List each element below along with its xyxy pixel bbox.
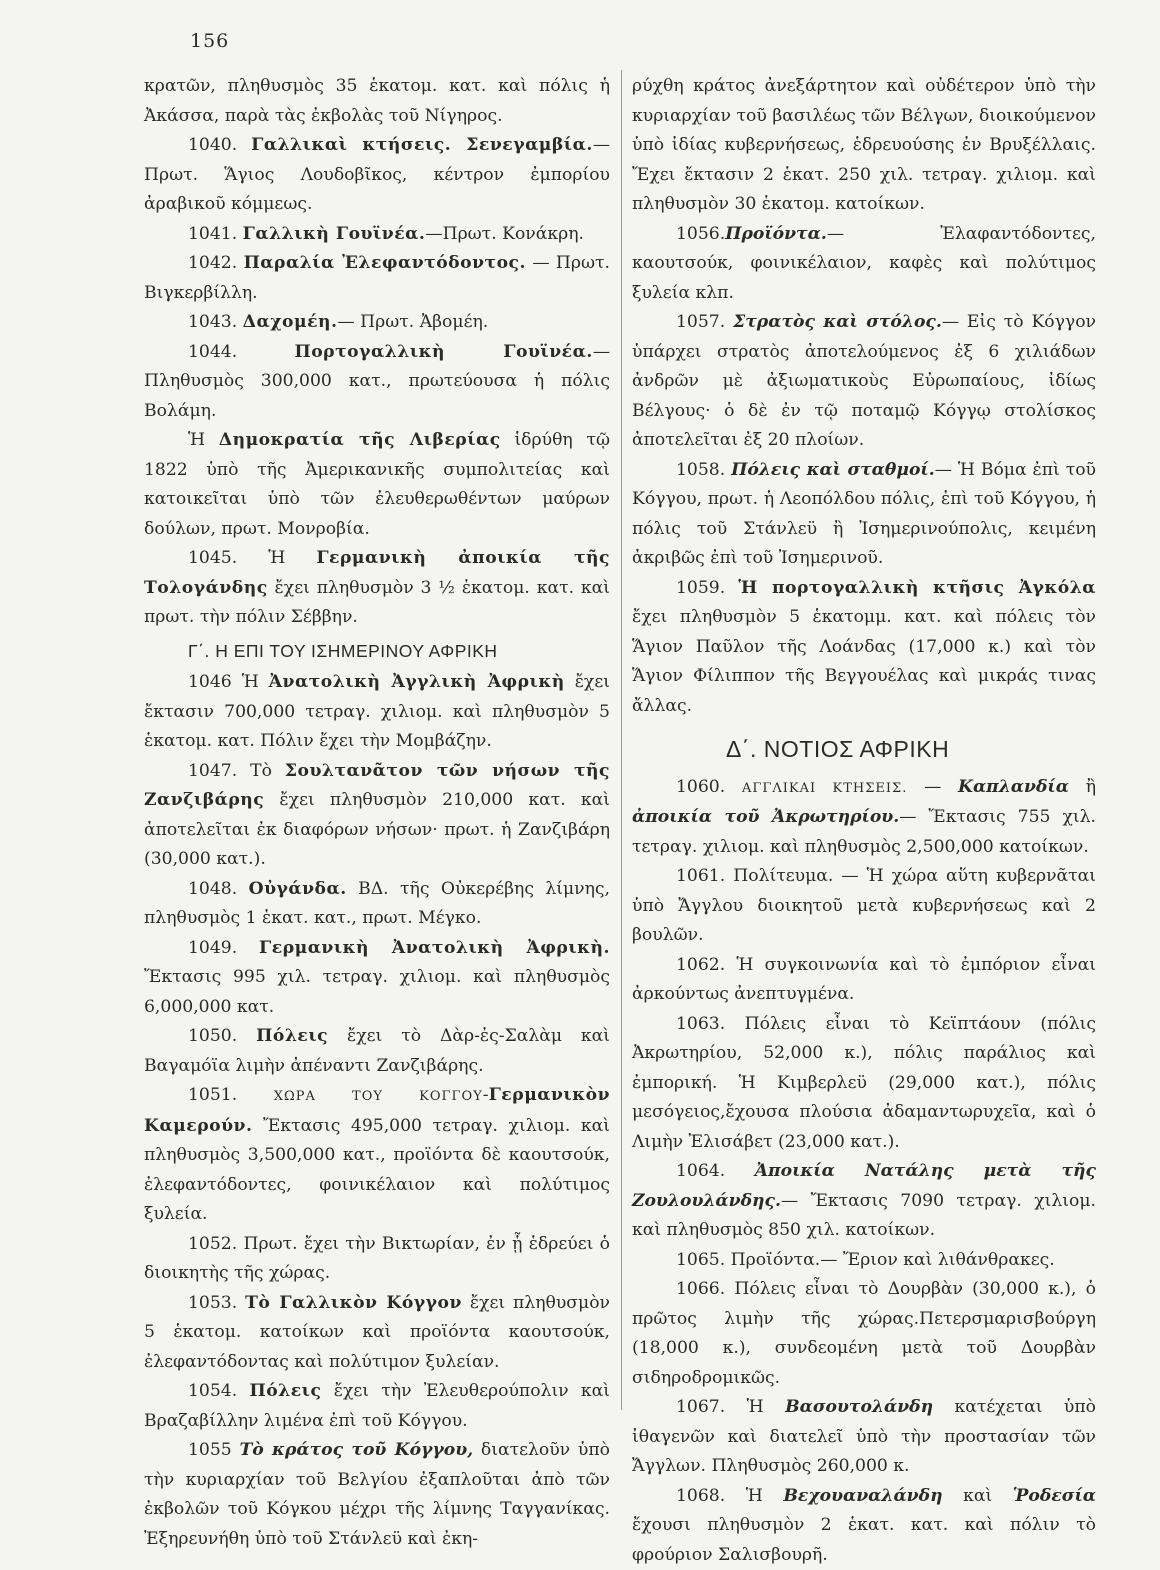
paragraph: [144, 934, 610, 1023]
text-run: Ἔκτασις 495,000 τετραγ. χιλιομ. καὶ πληθυσμὸς 3,500,000 κατ., προϊόντα δὲ καουτσούκ, ἐλεφαντόδοντες, φοινικέλαιον καὶ πολύτιμος ξυλεία.: [144, 1116, 610, 1225]
emphasized-text: Γαλλικαὶ κτήσεις. Σενεγαμβία.: [251, 135, 593, 155]
text-run: — Ἔκτασις 7090 τετραγ. χιλιομ. καὶ πληθυσμὸς 850 χιλ. κατοίκων.: [632, 1191, 1096, 1241]
text-run: καὶ: [943, 1486, 1013, 1506]
text-run: — Ἐλαφαντόδοντες, καουτσούκ, φοινικέλαιον, καφὲς καὶ πολύτιμος ξυλεία κλπ.: [632, 224, 1096, 303]
emphasized-text: Ῥοδεσία: [1013, 1486, 1096, 1506]
text-run: ἱδρύθη τῷ 1822 ὑπὸ τῆς Ἀμερικανικῆς συμπολιτείας καὶ κατοικεῖται ὑπὸ τῶν ἐλευθερωθέντων μαύρων δούλων, πρωτ. Μονροβία.: [144, 430, 610, 539]
text-run: 1060.: [676, 777, 742, 797]
paragraph: [632, 1157, 1096, 1246]
text-run: 1059.: [676, 578, 738, 598]
paragraph: [632, 1393, 1096, 1482]
text-run: — Πρωτ. Βιγκερβίλλη.: [144, 253, 610, 303]
paragraph: [144, 338, 610, 427]
paragraph: [632, 773, 1096, 863]
text-run: 1062. Ἡ συγκοινωνία καὶ τὸ ἐμπόριον εἶναι ἀρκούντως ἀνεπτυγμένα.: [632, 955, 1096, 1005]
emphasized-text: Βεχουαναλάνδη: [783, 1486, 942, 1506]
text-run: 1058.: [676, 460, 731, 480]
emphasized-text: Σουλτανᾶτον τῶν νήσων τῆς Ζανζιβάρης: [144, 761, 610, 811]
paragraph: [144, 1289, 610, 1378]
section-heading: Δ΄. ΝΟΤΙΟΣ ΑΦΡΙΚΗ: [632, 735, 1096, 765]
text-run: 1044.: [188, 342, 294, 362]
column-divider: [621, 70, 622, 1410]
emphasized-text: ἀποικία τοῦ Ἀκρωτηρίου.: [632, 807, 899, 827]
paragraph: [144, 308, 610, 338]
emphasized-text: Τὸ Γαλλικὸν Κόγγον: [245, 1293, 462, 1313]
text-run: 1045. Ἡ: [188, 548, 316, 568]
paragraph: [144, 1436, 610, 1554]
text-run: 1052. Πρωτ. ἔχει τὴν Βικτωρίαν, ἐν ᾗ ἑδρεύει ὁ διοικητὴς τῆς χώρας.: [144, 1234, 610, 1284]
paragraph: [144, 220, 610, 250]
paragraph: [144, 875, 610, 934]
text-run: ἔχουσι πληθυσμὸν 2 ἑκατ. κατ. καὶ πόλιν τὸ φρούριον Σαλισβουρῆ.: [632, 1515, 1096, 1565]
text-run: 1050.: [188, 1026, 256, 1046]
paragraph: [632, 862, 1096, 951]
text-run: ἔχει τὸ Δὰρ-ἐς-Σαλὰμ καὶ Βαγαμόϊα λιμὴν ἀπέναντι Ζανζιβάρης.: [144, 1026, 610, 1076]
emphasized-text: Προϊόντα.: [725, 224, 827, 244]
emphasized-text: Ἀνατολικὴ Ἀγγλικὴ Ἀφρικὴ: [269, 672, 565, 692]
paragraph: [144, 72, 610, 131]
emphasized-text: Πορτογαλλικὴ Γουϊνέα.: [294, 342, 592, 362]
text-run: 1051.: [188, 1085, 274, 1105]
left-column: [144, 72, 610, 1554]
text-run: κατέχεται ὑπὸ ἰθαγενῶν καὶ διατελεῖ ὑπὸ τὴν προστασίαν τῶν Ἄγγλων. Πληθυσμὸς 260,000 κ.: [632, 1397, 1096, 1476]
text-run: 1042.: [188, 253, 244, 273]
paragraph: [632, 1246, 1096, 1276]
text-run: ἔχει τὴν Ἐλευθερούπολιν καὶ Βραζαβίλλην λιμένα ἐπὶ τοῦ Κόγγου.: [144, 1381, 610, 1431]
paragraph: [144, 131, 610, 220]
text-run: 1049.: [188, 938, 259, 958]
text-run: 1061. Πολίτευμα. — Ἡ χώρα αὕτη κυβερνᾶται ὑπὸ Ἄγγλου διοικητοῦ μετὰ κυβερνήσεως καὶ 2 βουλῶν.: [632, 866, 1096, 945]
text-run: διατελοῦν ὑπὸ τὴν κυριαρχίαν τοῦ Βελγίου ἐξαπλοῦται ἀπὸ τῶν ἐκβολῶν τοῦ Κόγκου μέχρι τῆς λίμνης Ταγγανίκας. Ἐξηρευνήθη ὑπὸ τοῦ Στάνλεϋ καὶ ἐκη-: [144, 1440, 610, 1549]
paragraph: [144, 249, 610, 308]
text-run: ΒΔ. τῆς Οὐκερέβης λίμνης, πληθυσμὸς 1 ἑκατ. κατ., πρωτ. Μέγκο.: [144, 879, 610, 929]
text-run: — Ἡ Βόμα ἐπὶ τοῦ Κόγγου, πρωτ. ἡ Λεοπόλδου πόλις, ἐπὶ τοῦ Κόγγου, ἡ πόλις τοῦ Στάνλεϋ ἢ Ἰσημερινούπολις, κειμένη ἀκριβῶς ἐπὶ τοῦ Ἰσημερινοῦ.: [632, 460, 1096, 569]
text-run: -: [483, 1085, 489, 1105]
text-run: 1054.: [188, 1381, 249, 1401]
emphasized-text: Πόλεις καὶ σταθμοί.: [731, 460, 935, 480]
text-run: κρατῶν, πληθυσμὸς 35 ἑκατομ. κατ. καὶ πόλις ἡ Ἀκάσσα, παρὰ τὰς ἐκβολὰς τοῦ Νίγηρος.: [144, 76, 610, 126]
paragraph: [144, 1377, 610, 1436]
text-run: 1067. Ἡ: [676, 1397, 785, 1417]
section-heading: Γ΄. Η ΕΠΙ ΤΟΥ ΙΣΗΜΕΡΙΝΟΥ ΑΦΡΙΚΗ: [144, 637, 610, 667]
text-run: 1063. Πόλεις εἶναι τὸ Κεϊπτάουν (πόλις Ἀκρωτηρίου, 52,000 κ.), πόλις παράλιος καὶ ἐμπορική. Ἡ Κιμβερλεϋ (29,000 κατ.), πόλις μεσόγειος,ἔχουσα πλούσια ἀδαμαντωρυχεῖα, καὶ ὁ Λιμὴν Ἐλισάβετ (23,000 κατ.).: [632, 1014, 1096, 1152]
paragraph: [144, 1022, 610, 1081]
paragraph: [144, 668, 610, 757]
emphasized-text: Οὐγάνδα.: [249, 879, 347, 899]
paragraph: [632, 951, 1096, 1010]
page-number: 156: [190, 30, 229, 52]
emphasized-text: Πόλεις: [249, 1381, 321, 1401]
paragraph: [144, 1230, 610, 1289]
paragraph: [632, 1010, 1096, 1158]
text-run: 1056.: [676, 224, 725, 244]
text-run: 1057.: [676, 312, 733, 332]
text-run: 1047. Τὸ: [188, 761, 285, 781]
text-run: — Πρωτ. Ἅγιος Λουδοβῖκος, κέντρον ἐμπορίου ἀραβικοῦ κόμμεως.: [144, 135, 610, 214]
text-run: 1068. Ἡ: [676, 1486, 783, 1506]
emphasized-text: Ἡ πορτογαλλικὴ κτῆσις Ἀγκόλα: [738, 578, 1096, 598]
text-run: 1053.: [188, 1293, 245, 1313]
emphasized-text: Παραλία Ἐλεφαντόδοντος.: [244, 253, 526, 273]
text-run: 1064.: [676, 1161, 755, 1181]
text-run: — Πρωτ. Ἀβομέη.: [338, 312, 489, 332]
emphasized-text: Βασουτολάνδη: [785, 1397, 933, 1417]
text-run: 1043.: [188, 312, 243, 332]
text-run: ἔχει πληθυσμὸν 210,000 κατ. καὶ ἀποτελεῖται ἐκ διαφόρων νήσων· πρωτ. ἡ Ζανζιβάρη (30,000 κατ.).: [144, 790, 610, 869]
emphasized-text: Γερμανικὴ ἀποικία τῆς Τολογάνδης: [144, 548, 610, 598]
emphasized-text: Δημοκρατία τῆς Λιβερίας: [219, 430, 501, 450]
emphasized-text: Τὸ κράτος τοῦ Κόγγου,: [240, 1440, 474, 1460]
paragraph: [632, 308, 1096, 456]
paragraph: [632, 574, 1096, 722]
emphasized-text: Γερμανικὸν Καμερούν.: [144, 1085, 610, 1136]
text-run: ἔχει ἔκτασιν 700,000 τετραγ. χιλιομ. καὶ πληθυσμὸν 5 ἑκατομ. κατ. Πόλιν ἔχει τὴν Μομβάζην.: [144, 672, 610, 751]
paragraph: [632, 1482, 1096, 1570]
emphasized-text: Στρατὸς καὶ στόλος.: [733, 312, 942, 332]
paragraph: [144, 757, 610, 875]
text-run: 1065. Προϊόντα.— Ἔριον καὶ λιθάνθρακες.: [676, 1250, 1055, 1270]
text-run: ρύχθη κράτος ἀνεξάρτητον καὶ οὐδέτερον ὑπὸ τὴν κυριαρχίαν τοῦ βασιλέως τῶν Βέλγων, διοικούμενον ὑπὸ ἰδίας κυβερνήσεως, ἑδρευούσης ἐν Βρυξέλλαις. Ἔχει ἔκτασιν 2 ἑκατ. 250 χιλ. τετραγ. χιλιομ. καὶ πληθυσμὸν 30 ἑκατομ. κατοίκων.: [632, 76, 1096, 214]
paragraph: [632, 72, 1096, 220]
text-run: ἔχει πληθυσμὸν 5 ἑκατομ. κατοίκων καὶ προϊόντα καουτσούκ, ἐλεφαντόδοντας καὶ πολύτιμον ξυλείαν.: [144, 1293, 610, 1372]
text-run: 1066. Πόλεις εἶναι τὸ Δουρβὰν (30,000 κ.), ὁ πρῶτος λιμὴν τῆς χώρας.Πετερσμαρισβούργη (18,000 κ.), συνδεομένη μετὰ τοῦ Δουρβὰν σιδηροδρομικῶς.: [632, 1279, 1096, 1388]
text-run: ἢ: [1069, 777, 1096, 797]
text-run: — Πληθυσμὸς 300,000 κατ., πρωτεύουσα ἡ πόλις Βολάμη.: [144, 342, 610, 421]
text-run: 1055: [188, 1440, 240, 1460]
text-run: Ἡ: [188, 430, 219, 450]
text-run: 1046 Ἡ: [188, 672, 269, 692]
text-run: —: [907, 777, 958, 797]
paragraph: [144, 544, 610, 633]
emphasized-text: ΑΓΓΛΙΚΑΙ ΚΤΗΣΕΙΣ.: [742, 781, 907, 796]
text-run: Ἔκτασις 995 χιλ. τετραγ. χιλιομ. καὶ πληθυσμὸς 6,000,000 κατ.: [144, 967, 610, 1017]
text-run: — Ἔκτασις 755 χιλ. τετραγ. χιλιομ. καὶ πληθυσμὸς 2,500,000 κατοίκων.: [632, 807, 1096, 857]
paragraph: [144, 1081, 610, 1230]
text-run: —Πρωτ. Κονάκρη.: [425, 224, 584, 244]
emphasized-text: Δαχομέη.: [243, 312, 338, 332]
emphasized-text: Καπλανδία: [958, 777, 1069, 797]
text-run: 1040.: [188, 135, 251, 155]
paragraph: [144, 426, 610, 544]
right-column: [632, 72, 1096, 1570]
emphasized-text: Πόλεις: [256, 1026, 328, 1046]
text-run: ἔχει πληθυσμὸν 3 ½ ἑκατομ. κατ. καὶ πρωτ. τὴν πόλιν Σέββην.: [144, 578, 610, 628]
text-run: ἔχει πληθυσμὸν 5 ἑκατομμ. κατ. καὶ πόλεις τὸν Ἅγιον Παῦλον τῆς Λοάνδας (17,000 κ.) καὶ τὸν Ἅγιον Φίλιππον τῆς Βεγγουέλας καὶ μικράς τινας ἄλλας.: [632, 607, 1096, 716]
emphasized-text: Ἀποικία Νατάλης μετὰ τῆς Ζουλουλάνδης.: [632, 1161, 1096, 1211]
paragraph: [632, 1275, 1096, 1393]
emphasized-text: Γερμανικὴ Ἀνατολικὴ Ἀφρικὴ.: [259, 938, 610, 958]
text-run: 1041.: [188, 224, 243, 244]
text-run: — Εἰς τὸ Κόγγον ὑπάρχει στρατὸς ἀποτελούμενος ἐξ 6 χιλιάδων ἀνδρῶν μὲ ἀξιωματικοὺς Εὐρωπαίους, ἰδίως Βέλγους· ὁ δὲ ἐν τῷ ποταμῷ Κόγγῳ στολίσκος ἀποτελεῖται ἐξ 20 πλοίων.: [632, 312, 1096, 450]
paragraph: [632, 456, 1096, 574]
emphasized-text: Γαλλικὴ Γουϊνέα.: [243, 224, 426, 244]
paragraph: [632, 220, 1096, 309]
emphasized-text: ΧΩΡΑ ΤΟΥ ΚΟΓΓΟΥ: [274, 1089, 483, 1104]
text-run: 1048.: [188, 879, 249, 899]
